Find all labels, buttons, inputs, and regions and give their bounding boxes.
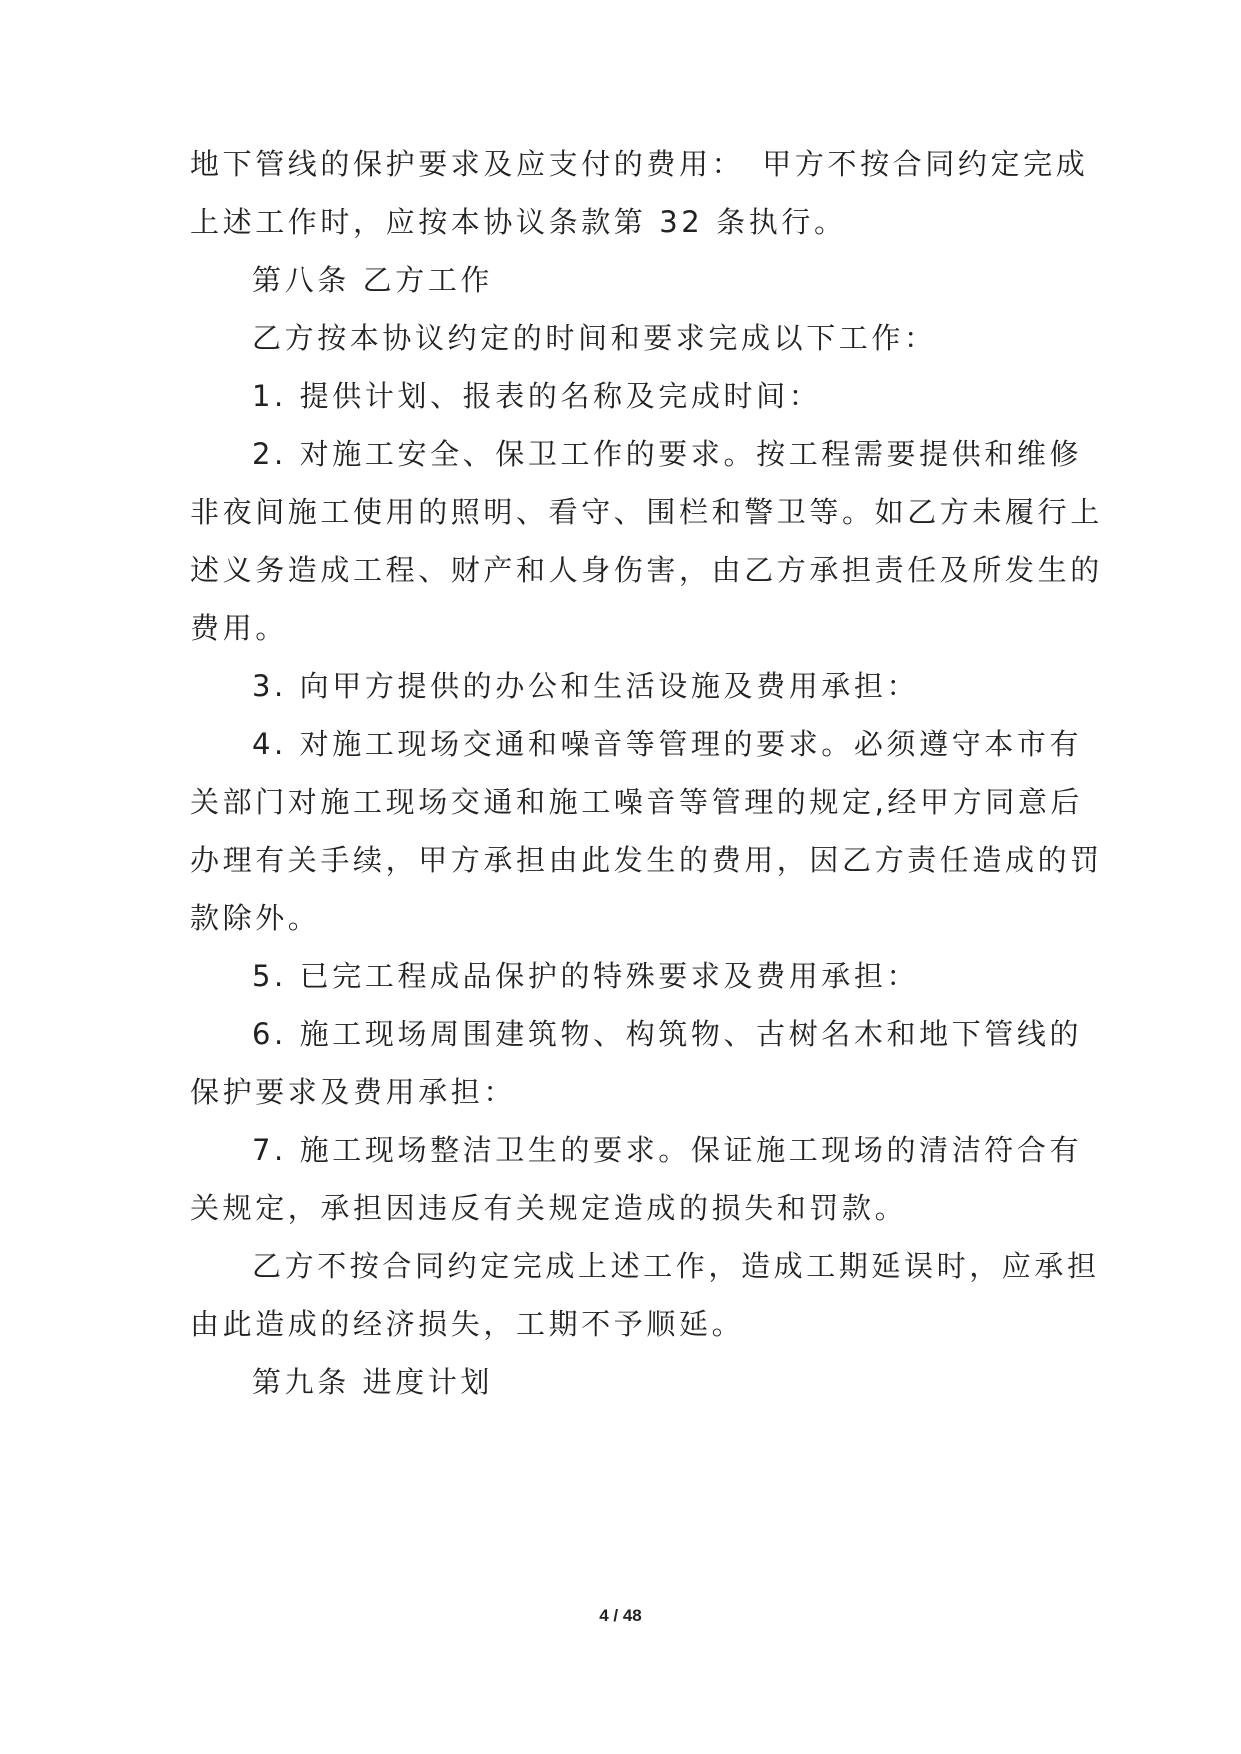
text-line: 办理有关手续，甲方承担由此发生的费用，因乙方责任造成的罚 — [190, 843, 1103, 877]
list-item: 7. 施工现场整洁卫生的要求。保证施工现场的清洁符合有 — [252, 1133, 1083, 1167]
text-line: 乙方按本协议约定的时间和要求完成以下工作： — [252, 321, 937, 355]
text-line: 地下管线的保护要求及应支付的费用： 甲方不按合同约定完成 — [190, 147, 1089, 181]
text-line: 非夜间施工使用的照明、看守、围栏和警卫等。如乙方未履行上 — [190, 495, 1103, 529]
text-line: 费用。 — [190, 611, 288, 645]
text-line: 关部门对施工现场交通和施工噪音等管理的规定,经甲方同意后 — [190, 785, 1084, 819]
section-heading: 第八条 乙方工作 — [252, 263, 494, 297]
text-line: 述义务造成工程、财产和人身伤害，由乙方承担责任及所发生的 — [190, 553, 1103, 587]
text-line: 关规定，承担因违反有关规定造成的损失和罚款。 — [190, 1191, 908, 1225]
list-item: 5. 已完工程成品保护的特殊要求及费用承担： — [252, 959, 920, 993]
list-item: 3. 向甲方提供的办公和生活设施及费用承担： — [252, 669, 920, 703]
text-line: 保护要求及费用承担： — [190, 1075, 517, 1109]
section-heading: 第九条 进度计划 — [252, 1365, 494, 1399]
text-line: 款除外。 — [190, 901, 321, 935]
text-line: 乙方不按合同约定完成上述工作，造成工期延误时，应承担 — [252, 1249, 1100, 1283]
list-item: 6. 施工现场周围建筑物、构筑物、古树名木和地下管线的 — [252, 1017, 1083, 1051]
list-item: 2. 对施工安全、保卫工作的要求。按工程需要提供和维修 — [252, 437, 1083, 471]
page-number: 4 / 48 — [599, 1606, 642, 1625]
text-line: 上述工作时，应按本协议条款第 32 条执行。 — [190, 205, 847, 239]
list-item: 1. 提供计划、报表的名称及完成时间： — [252, 379, 822, 413]
list-item: 4. 对施工现场交通和噪音等管理的要求。必须遵守本市有 — [252, 727, 1083, 761]
text-line: 由此造成的经济损失，工期不予顺延。 — [190, 1307, 745, 1341]
